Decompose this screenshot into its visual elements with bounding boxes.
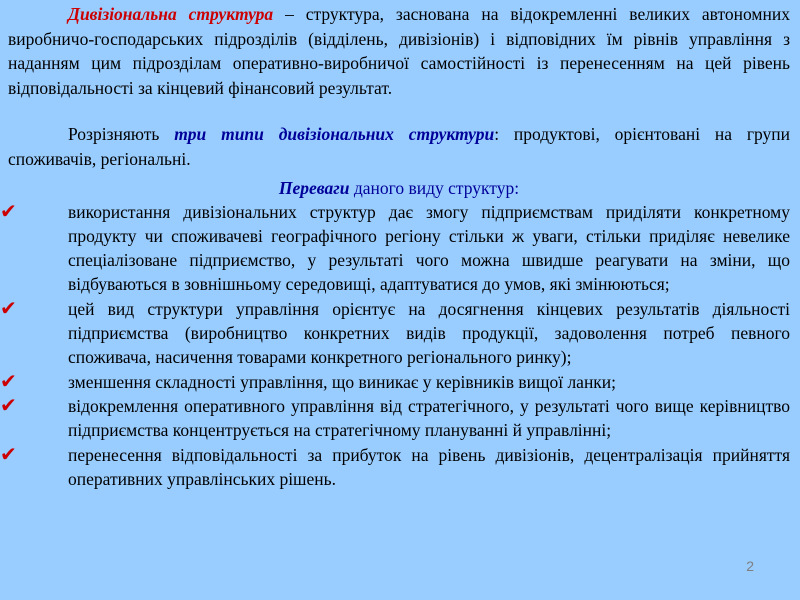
advantage-item bbox=[0, 368, 790, 394]
checkmark-icon: ✔ bbox=[0, 392, 17, 417]
advantage-text: цей вид структури управління орієнтує на досягнення кінцевих результатів діяльності підприємства (виробництво конкретних видів продукції, задоволення потреб певного споживача, насичення товарами конкретного регіонального ринку); bbox=[68, 298, 790, 368]
checkmark-icon: ✔ bbox=[0, 441, 17, 466]
advantage-text: використання дивізіональних структур дає змогу підприємствам приділяти конкретному продукту чи споживачеві географічного регіону стільки ж уваги, стільки приділяє невелике спеціалізоване підприємство, у результаті чого можна швидше реагувати на зміни, що відбуваються в зовнішньому середовищі, адаптуватися до умов, які змінюються; bbox=[68, 201, 790, 295]
advantage-item bbox=[0, 198, 790, 297]
definition-term: Дивізіональна структура bbox=[68, 4, 274, 24]
advantage-item bbox=[0, 441, 790, 492]
advantage-item bbox=[0, 392, 790, 443]
checkmark-icon: ✔ bbox=[0, 295, 17, 320]
advantages-list bbox=[0, 198, 790, 492]
advantage-item bbox=[0, 295, 790, 370]
checkmark-icon: ✔ bbox=[0, 198, 17, 223]
page-number: 2 bbox=[746, 558, 754, 574]
advantage-text: відокремлення оперативного управління від стратегічного, у результаті чого вище керівництво підприємства концентрується на стратегічному плануванні й управлінні; bbox=[68, 395, 790, 441]
spacer bbox=[8, 100, 790, 122]
types-prefix: Розрізняють bbox=[68, 124, 175, 145]
checkmark-icon: ✔ bbox=[0, 368, 17, 393]
advantages-heading-rest: даного виду структур: bbox=[349, 177, 520, 198]
definition-paragraph bbox=[8, 2, 790, 100]
advantages-heading bbox=[8, 176, 790, 200]
types-emphasis: три типи дивізіональних структури bbox=[174, 124, 495, 145]
advantage-text: перенесення відповідальності за прибуток на рівень дивізіонів, децентралізація прийняття оперативних управлінських рішень. bbox=[68, 444, 790, 489]
types-suffix: : продуктові, орієнтовані на групи споживачів, регіональні. bbox=[8, 124, 790, 169]
advantages-heading-bold: Переваги bbox=[278, 177, 350, 198]
types-paragraph bbox=[8, 122, 790, 171]
advantage-text: зменшення складності управління, що виникає у керівників вищої ланки; bbox=[68, 371, 617, 392]
definition-text: – структура, заснована на відокремленні великих автономних виробничо-господарських підрозділів (відділень, дивізіонів) і відповідних їм рівнів управління з наданням цим підрозділам оперативно-виробничої самостійності із перенесенням на цей рівень відповідальності за кінцевий фінансовий результат. bbox=[8, 4, 790, 98]
